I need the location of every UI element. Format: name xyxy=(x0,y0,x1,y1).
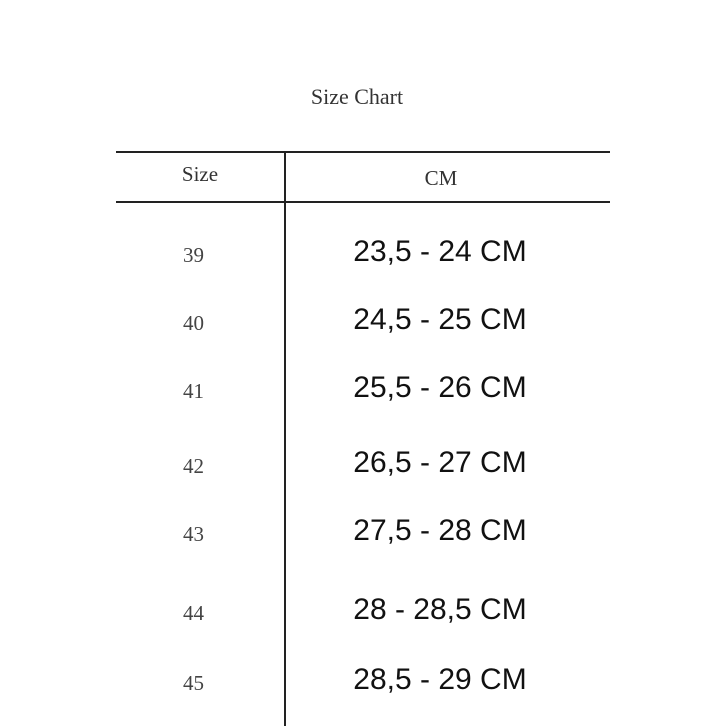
row-size: 39 xyxy=(183,243,204,267)
row-cm: 25,5 - 26 CM xyxy=(353,371,527,404)
row-cm: 24,5 - 25 CM xyxy=(353,303,527,336)
row-cm: 27,5 - 28 CM xyxy=(353,514,527,547)
header-size: Size xyxy=(181,162,219,186)
row-cm: 28,5 - 29 CM xyxy=(353,663,527,696)
row-size: 45 xyxy=(183,671,204,695)
header-cm: CM xyxy=(424,166,458,190)
row-size: 44 xyxy=(183,601,204,625)
row-size: 43 xyxy=(183,522,204,546)
table-row xyxy=(116,235,610,275)
page-title: Size Chart xyxy=(310,84,404,109)
table-row xyxy=(116,303,610,343)
table-top-rule xyxy=(116,151,610,153)
table-row xyxy=(116,446,610,486)
table-row xyxy=(116,593,610,633)
table-row xyxy=(116,663,610,703)
table-row xyxy=(116,371,610,411)
row-cm: 28 - 28,5 CM xyxy=(353,593,527,626)
row-cm: 26,5 - 27 CM xyxy=(353,446,527,479)
row-size: 42 xyxy=(183,454,204,478)
row-size: 41 xyxy=(183,379,204,403)
row-size: 40 xyxy=(183,311,204,335)
header-bottom-rule xyxy=(116,201,610,203)
table-row xyxy=(116,514,610,554)
row-cm: 23,5 - 24 CM xyxy=(353,235,527,268)
